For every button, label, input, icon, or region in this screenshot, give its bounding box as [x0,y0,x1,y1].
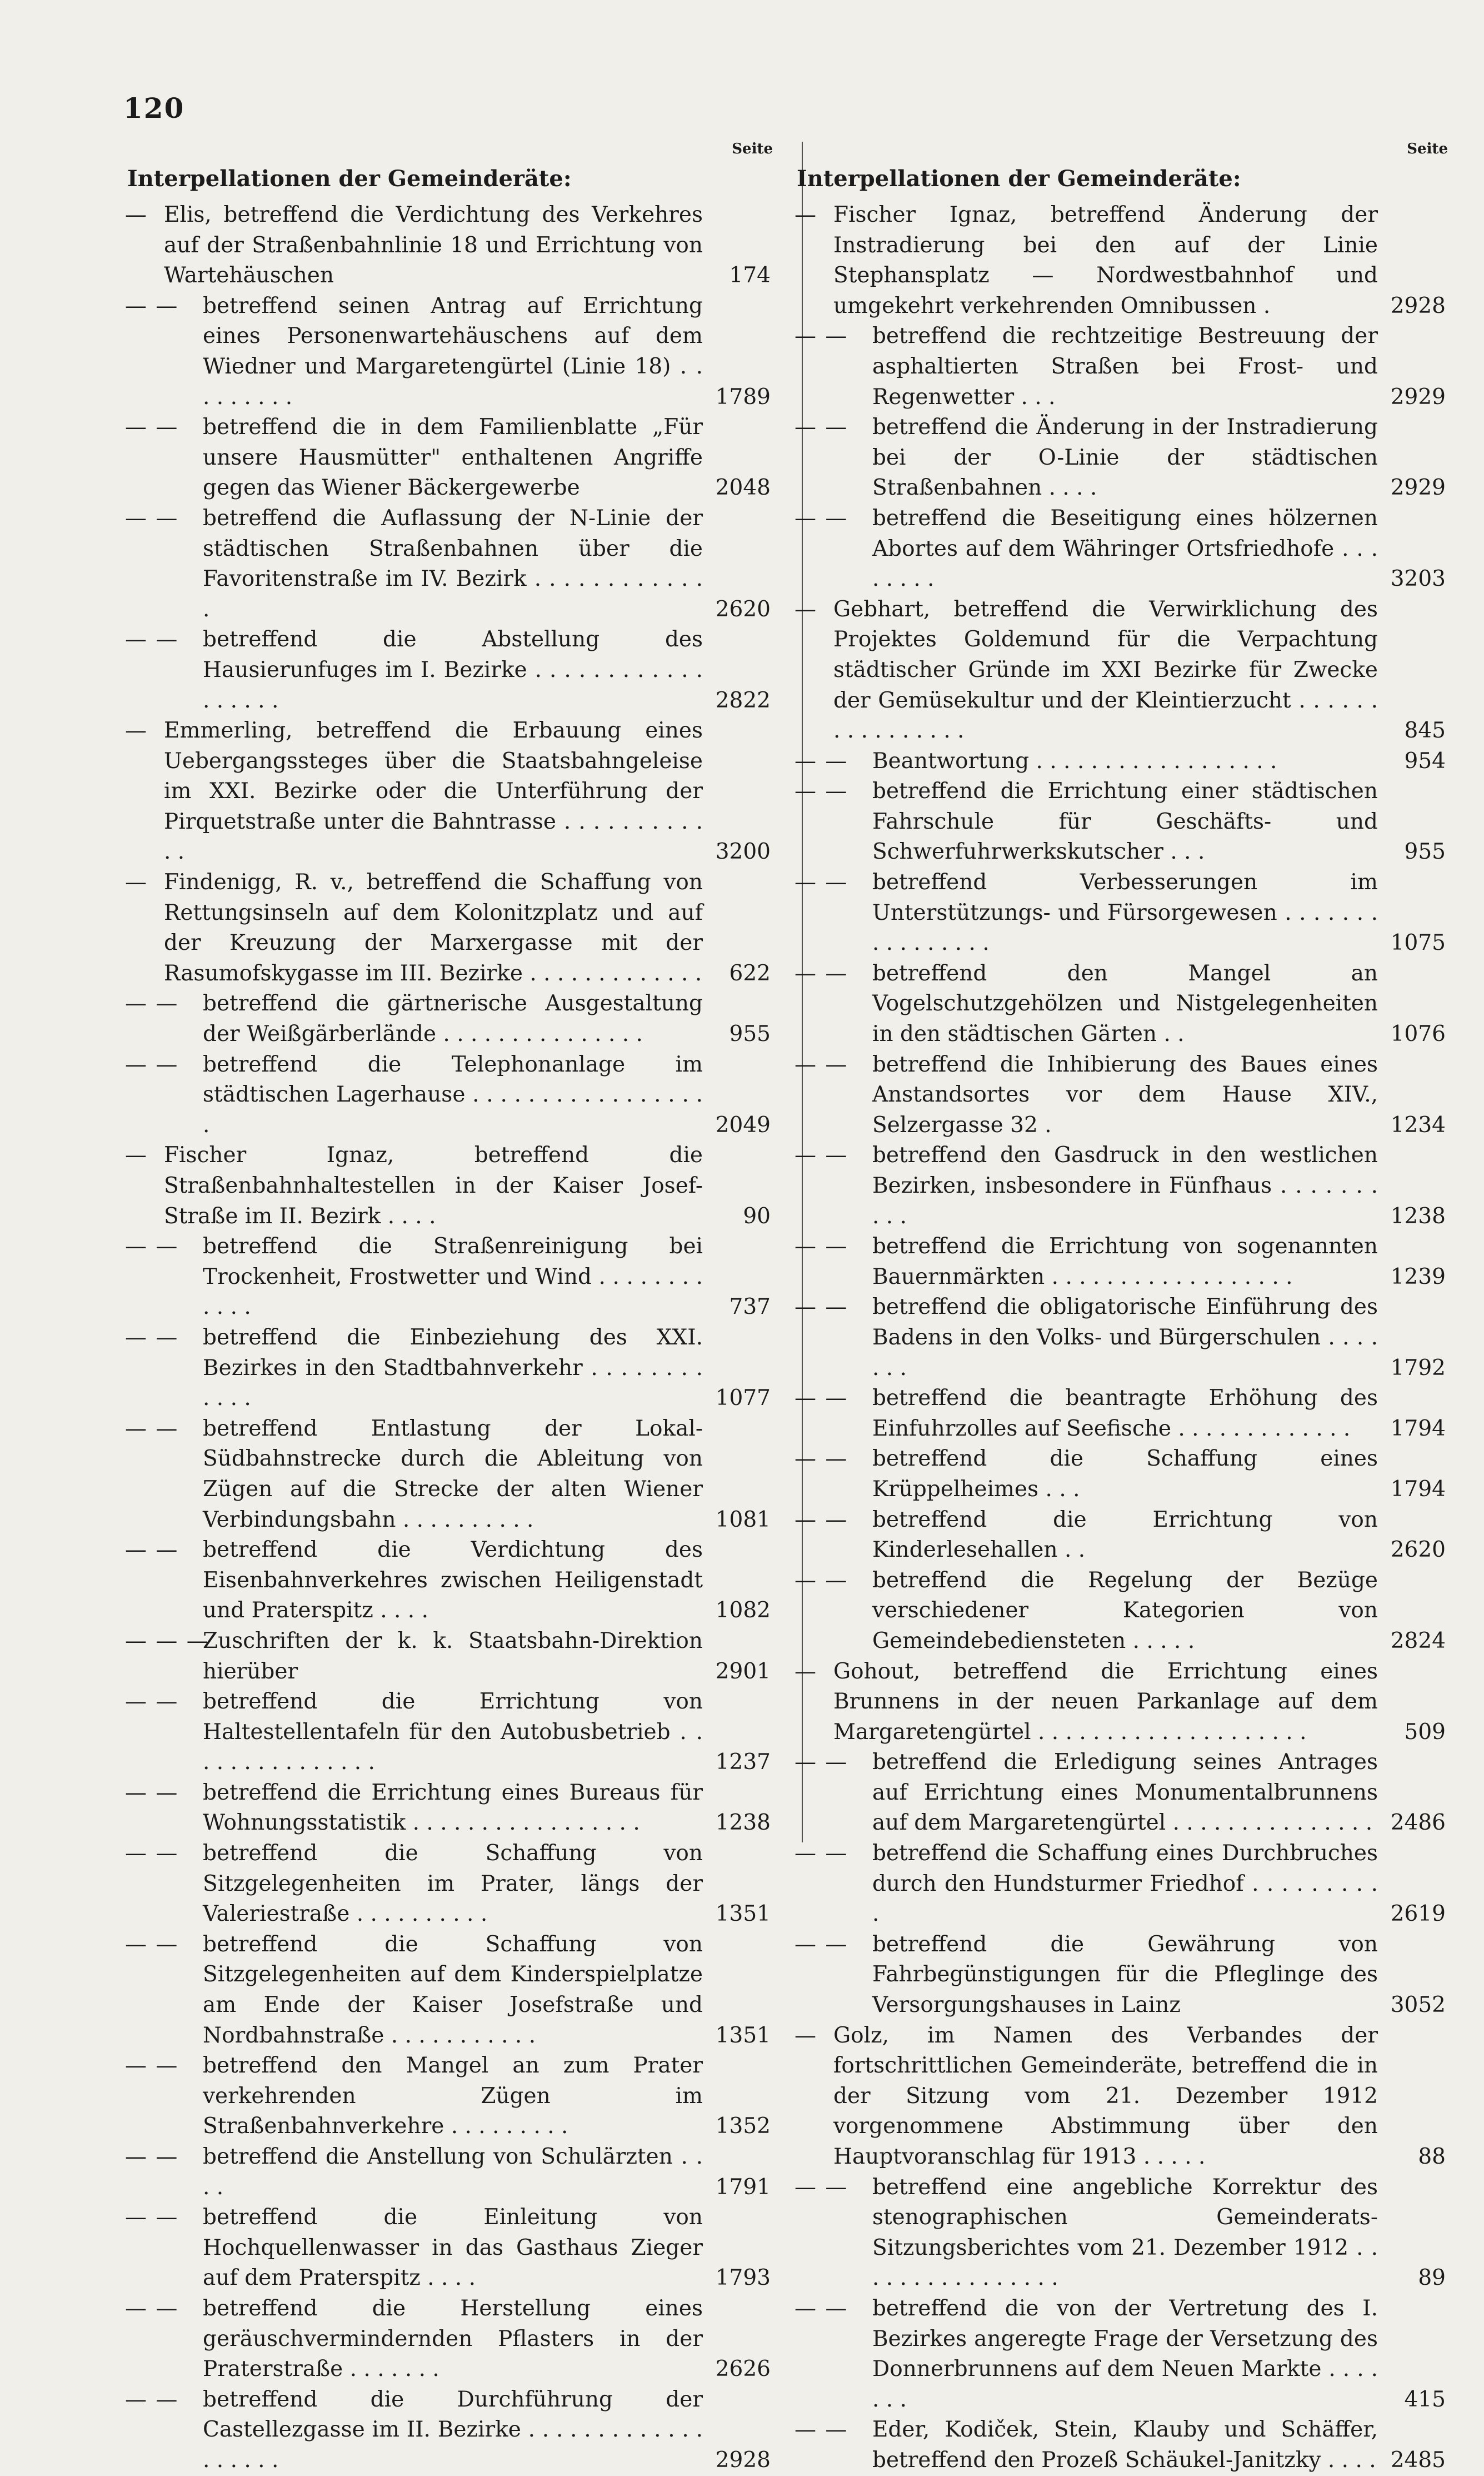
entry-dash: — — [795,1052,848,1077]
entry-text: betreffend die obligatorische Einführung des Badens in den Volks- und Bürgerschulen . . . . . . . [872,1294,1378,1381]
entry-text: betreffend die Errichtung von Haltestellentafeln für den Autobusbetrieb . . . . . . . . . . . . . . . [203,1689,703,1775]
entry-dash: — — [795,1750,848,1775]
entry-page-number: 1238 [1390,1203,1446,1229]
section-heading: Interpellationen der Gemeinderäte: [797,166,1241,192]
entry-dash: — — — [125,1628,209,1653]
index-entry [125,1232,775,1323]
entry-text: betreffend die Einbeziehung des XXI. Bezirkes in den Stadtbahnverkehr . . . . . . . . . . . . [203,1324,703,1411]
entry-dash: — — [795,2174,848,2200]
entry-dash: — — [795,960,848,986]
index-entry [795,1930,1450,2021]
entry-dash: — — [125,1234,179,1259]
entry-dash: — — [795,1386,848,1411]
entry-page-number: 3203 [1390,566,1446,592]
index-entry [795,1232,1450,1292]
entry-text: betreffend die Telephonanlage im städtischen Lagerhause . . . . . . . . . . . . . . . . . . [203,1052,703,1138]
index-entry [125,412,775,504]
index-entry [125,504,775,625]
entry-dash: — — [125,627,179,652]
entry-page-number: 2626 [715,2357,771,2382]
entry-page-number: 2620 [715,596,771,622]
index-entry [795,321,1450,412]
entry-dash: — — [125,505,179,531]
entry-page-number: 955 [1404,839,1446,865]
entry-dash: — — [795,779,848,804]
index-entry [125,1687,775,1778]
index-entry [795,1444,1450,1504]
entry-text: betreffend die Durchführung der Castellezgasse im II. Bezirke . . . . . . . . . . . . . . . . . . . [203,2387,703,2473]
entry-page-number: 415 [1404,2387,1446,2412]
entry-page-number: 2486 [1390,1810,1446,1836]
entry-page-number: 90 [743,1203,771,1229]
entry-text: betreffend die gärtnerische Ausgestaltung der Weißgärberlände . . . . . . . . . . . . . . . [203,991,703,1047]
entry-dash: — — [795,1234,848,1259]
index-entry [795,595,1450,746]
entry-dash: — — [125,293,179,318]
entry-page-number: 88 [1418,2144,1446,2169]
entry-page-number: 2928 [1390,293,1446,318]
entry-text: Beantwortung . . . . . . . . . . . . . . . . . . [872,748,1277,774]
entry-text: betreffend die Anstellung von Schulärzten . . . . [203,2144,703,2200]
entry-text: betreffend den Mangel an Vogelschutzgehölzen und Nistgelegenheiten in den städtischen Gärten . . [872,960,1378,1047]
index-entry [795,776,1450,868]
entry-text: Gohout, betreffend die Errichtung eines Brunnens in der neuen Parkanlage auf dem Margaretengürtel . . . . . . . . . . . . . . . . . . . . [833,1658,1378,1745]
entry-text: betreffend die Schaffung eines Durchbruches durch den Hundsturmer Friedhof . . . . . . . . . . [872,1841,1378,1927]
entry-dash: — — [125,1689,179,1715]
index-entry [125,2203,775,2294]
entry-dash: — — [795,1294,848,1320]
entry-dash: — — [125,2144,179,2169]
entry-text: betreffend die Regelung der Bezüge verschiedener Kategorien von Gemeindebediensteten . . . . . [872,1567,1378,1653]
entry-page-number: 845 [1404,718,1446,744]
index-entry [125,200,775,291]
index-entry [125,1140,775,1232]
entry-text: Golz, im Namen des Verbandes der fortschrittlichen Gemeinderäte, betreffend die in der Sitzung vom 21. Dezember 1912 vorgenommene Abstimmung über den Hauptvoranschlag für 1913 . . . . . [833,2022,1378,2169]
entry-text: betreffend die Änderung in der Instradierung bei der O-Linie der städtischen Straßenbahnen . . . . [872,415,1378,501]
index-entry [795,504,1450,595]
index-entry [795,1292,1450,1383]
entry-page-number: 1794 [1390,1476,1446,1502]
entry-dash: — [795,202,826,227]
entry-page-number: 737 [729,1294,771,1320]
entry-text: betreffend den Gasdruck in den westlichen Bezirken, insbesondere in Fünfhaus . . . . . . . . . . [872,1143,1378,1229]
entry-dash: — — [125,415,179,440]
entry-dash: — — [125,1841,179,1866]
index-entry [795,1140,1450,1232]
index-entry [795,2415,1450,2475]
entry-page-number: 1077 [715,1386,771,1411]
entry-page-number: 954 [1404,748,1446,774]
index-entry [795,412,1450,504]
entry-text: betreffend die Schaffung eines Krüppelheimes . . . [872,1446,1378,1502]
entry-page-number: 1082 [715,1598,771,1623]
left-column [125,139,775,2476]
entry-dash: — [125,870,156,895]
entry-page-number: 509 [1404,1719,1446,1745]
index-entry [795,200,1450,321]
entry-dash: — — [125,1537,179,1563]
entry-dash: — [795,1658,826,1684]
entry-text: betreffend die in dem Familienblatte „Für unsere Hausmütter" enthaltenen Angriffe gegen das Wiener Bäckergewerbe [203,415,703,501]
entry-dash: — — [125,1324,179,1350]
index-entry [795,1566,1450,1657]
entry-page-number: 3200 [715,839,771,865]
entry-dash: — [795,2022,826,2048]
entry-text: betreffend die Erledigung seines Antrages auf Errichtung eines Monumentalbrunnens auf dem Margaretengürtel . . . . . . . . . . . . . . . [872,1750,1378,1836]
entry-text: betreffend die Errichtung von Kinderlesehallen . . [872,1507,1378,1563]
entry-dash: — — [795,870,848,895]
index-entry [125,1535,775,1626]
entry-page-number: 1794 [1390,1416,1446,1441]
entry-dash: — — [795,1567,848,1593]
index-entry [795,1050,1450,1141]
index-entry [125,2142,775,2203]
entry-page-number: 2822 [715,687,771,713]
entry-list [795,200,1450,2476]
entry-text: Gebhart, betreffend die Verwirklichung des Projektes Goldemund für die Verpachtung städtischer Gründe im XXI Bezirke für Zwecke der Gemüsekultur und der Kleintierzucht . . . . . . . . . . . . . . . . [833,596,1378,744]
index-entry [125,1414,775,1535]
entry-dash: — — [795,748,848,774]
entry-text: betreffend die Errichtung einer städtischen Fahrschule für Geschäfts- und Schwerfuhrwerkskutscher . . . [872,779,1378,865]
entry-page-number: 1075 [1390,930,1446,956]
entry-dash: — — [795,1446,848,1472]
entry-dash: — — [125,1780,179,1805]
index-entry [125,291,775,412]
index-entry [795,1383,1450,1444]
entry-dash: — — [125,1416,179,1441]
index-entry [795,1505,1450,1566]
entry-text: betreffend seinen Antrag auf Errichtung eines Personenwartehäuschens auf dem Wiedner und Margaretengürtel (Linie 18) . . . . . . . . . [203,293,703,410]
entry-page-number: 2485 [1390,2447,1446,2473]
seite-label: Seite [732,141,773,157]
entry-page-number: 1789 [715,384,771,410]
entry-text: betreffend die Schaffung von Sitzgelegenheiten auf dem Kinderspielplatze am Ende der Kaiser Josefstraße und Nordbahnstraße . . . . . . . . . . . [203,1931,703,2048]
index-entry [125,2294,775,2385]
index-entry [795,1839,1450,1930]
entry-dash: — — [125,1052,179,1077]
entry-text: betreffend die Abstellung des Hausierunfuges im I. Bezirke . . . . . . . . . . . . . . . . . . [203,627,703,713]
entry-text: betreffend die Verdichtung des Eisenbahnverkehres zwischen Heiligenstadt und Praterspitz . . . . [203,1537,703,1623]
entry-dash: — — [795,2417,848,2443]
entry-page-number: 2049 [715,1112,771,1138]
index-entry [125,625,775,716]
entry-dash: — [125,718,156,744]
entry-dash: — — [125,2053,179,2079]
index-entry [795,2173,1450,2294]
index-entry [125,1626,775,1687]
entry-text: Findenigg, R. v., betreffend die Schaffung von Rettungsinseln auf dem Kolonitzplatz und auf der Kreuzung der Marxergasse mit der Rasumofskygasse im III. Bezirke . . . . . . . . . . . . . [164,870,703,986]
entry-page-number: 174 [729,263,771,288]
entry-page-number: 1239 [1390,1264,1446,1289]
entry-page-number: 2048 [715,475,771,501]
entry-text: betreffend die beantragte Erhöhung des Einfuhrzolles auf Seefische . . . . . . . . . . . . . [872,1386,1378,1441]
entry-page-number: 1791 [715,2174,771,2200]
entry-dash: — — [125,991,179,1017]
entry-text: betreffend die Einleitung von Hochquellenwasser in das Gasthaus Zieger auf dem Praterspitz . . . . [203,2205,703,2291]
entry-text: Eder, Kodiček, Stein, Klauby und Schäffer, betreffend den Prozeß Schäukel-Janitzky . . . . [872,2417,1378,2473]
entry-page-number: 2824 [1390,1628,1446,1653]
entry-page-number: 1351 [715,1901,771,1927]
entry-page-number: 2929 [1390,384,1446,410]
index-entry [125,716,775,868]
entry-dash: — — [125,1931,179,1957]
index-entry [795,959,1450,1050]
entry-dash: — [125,1143,156,1168]
entry-text: betreffend Verbesserungen im Unterstützungs- und Fürsorgewesen . . . . . . . . . . . . . . . . [872,870,1378,956]
index-entry [125,1930,775,2051]
entry-page-number: 1076 [1390,1022,1446,1047]
entry-dash: — [795,596,826,622]
entry-page-number: 1081 [715,1507,771,1532]
entry-dash: — — [795,323,848,349]
entry-page-number: 1351 [715,2022,771,2048]
entry-text: betreffend die Straßenreinigung bei Trockenheit, Frostwetter und Wind . . . . . . . . . . . . [203,1234,703,1320]
entry-dash: — — [795,1931,848,1957]
entry-text: Emmerling, betreffend die Erbauung eines Uebergangssteges über die Staatsbahngeleise im XXI. Bezirke oder die Unterführung der Pirquetstraße unter die Bahntrasse . . . . . . . . . . . . [164,718,703,865]
index-entry [795,2021,1450,2173]
entry-text: betreffend die Herstellung eines geräuschvermindernden Pflasters in der Praterstraße . . . . . . . [203,2295,703,2382]
index-entry [795,2294,1450,2415]
entry-dash: — — [795,1507,848,1532]
entry-text: betreffend Entlastung der Lokal-Südbahnstrecke durch die Ableitung von Zügen auf die Strecke der alten Wiener Verbindungsbahn . . . . . . . . . . [203,1416,703,1532]
index-entry [125,2051,775,2142]
entry-text: betreffend die Inhibierung des Baues eines Anstandsortes vor dem Hause XIV., Selzergasse 32 . [872,1052,1378,1138]
entry-text: Fischer Ignaz, betreffend Änderung der Instradierung bei den auf der Linie Stephansplatz — Nordwestbahnhof und umgekehrt verkehrenden Omnibussen . [833,202,1378,318]
entry-text: betreffend die Schaffung von Sitzgelegenheiten im Prater, längs der Valeriestraße . . . . . . . . . . [203,1841,703,1927]
entry-page-number: 1352 [715,2114,771,2139]
index-entry [125,1323,775,1414]
index-entry [125,1050,775,1141]
entry-list [125,200,775,2476]
entry-text: Zuschriften der k. k. Staatsbahn-Direktion hierüber [203,1628,703,1684]
entry-dash: — — [125,2295,179,2321]
entry-page-number: 2929 [1390,475,1446,501]
entry-text: betreffend die Errichtung eines Bureaus für Wohnungsstatistik . . . . . . . . . . . . . . . . . [203,1780,703,1836]
index-entry [795,868,1450,959]
index-entry [125,1778,775,1839]
index-entry [125,868,775,989]
index-entry [125,1839,775,1930]
right-column [795,139,1450,2476]
index-entry [795,746,1450,777]
entry-page-number: 1238 [715,1810,771,1836]
entry-page-number: 1234 [1390,1112,1446,1138]
entry-page-number: 955 [729,1022,771,1047]
section-heading: Interpellationen der Gemeinderäte: [127,166,572,192]
entry-dash: — — [795,505,848,531]
entry-page-number: 2901 [715,1658,771,1684]
entry-dash: — — [795,1143,848,1168]
entry-text: betreffend eine angebliche Korrektur des stenographischen Gemeinderats-Sitzungsberichtes vom 21. Dezember 1912 . . . . . . . . . . . . . . . . [872,2174,1378,2291]
seite-label: Seite [1407,141,1448,157]
entry-dash: — [125,202,156,227]
entry-dash: — — [125,2387,179,2412]
index-entry [125,989,775,1049]
index-entry [795,1657,1450,1748]
entry-dash: — — [125,2205,179,2230]
entry-text: betreffend die Auflassung der N-Linie der städtischen Straßenbahnen über die Favoritenstraße im IV. Bezirk . . . . . . . . . . . . . [203,505,703,622]
entry-dash: — — [795,415,848,440]
entry-page-number: 2619 [1390,1901,1446,1927]
entry-page-number: 2928 [715,2447,771,2473]
entry-page-number: 2620 [1390,1537,1446,1563]
entry-page-number: 1793 [715,2265,771,2291]
entry-page-number: 1792 [1390,1355,1446,1381]
entry-text: Elis, betreffend die Verdichtung des Verkehres auf der Straßenbahnlinie 18 und Errichtung von Wartehäuschen [164,202,703,288]
entry-text: betreffend den Mangel an zum Prater verkehrenden Zügen im Straßenbahnverkehre . . . . . . . . . [203,2053,703,2139]
entry-dash: — — [795,2295,848,2321]
entry-text: betreffend die Errichtung von sogenannten Bauernmärkten . . . . . . . . . . . . . . . . . . [872,1234,1378,1289]
entry-page-number: 89 [1418,2265,1446,2291]
index-entry [795,1747,1450,1839]
entry-page-number: 1237 [715,1750,771,1775]
entry-text: betreffend die rechtzeitige Bestreuung der asphaltierten Straßen bei Frost- und Regenwetter . . . [872,323,1378,410]
entry-text: betreffend die Gewährung von Fahrbegünstigungen für die Pfleglinge des Versorgungshauses in Lainz [872,1931,1378,2018]
entry-text: Fischer Ignaz, betreffend die Straßenbahnhaltestellen in der Kaiser Josef-Straße im II. Bezirk . . . . [164,1143,703,1229]
entry-text: betreffend die von der Vertretung des I. Bezirkes angeregte Frage der Versetzung des Donnerbrunnens auf dem Neuen Markte . . . . . . . [872,2295,1378,2412]
entry-dash: — — [795,1841,848,1866]
entry-text: betreffend die Beseitigung eines hölzernen Abortes auf dem Währinger Ortsfriedhofe . . . . . . . . [872,505,1378,592]
entry-page-number: 622 [729,960,771,986]
index-entry [125,2385,775,2476]
entry-page-number: 3052 [1390,1992,1446,2018]
page-number: 120 [123,92,185,124]
